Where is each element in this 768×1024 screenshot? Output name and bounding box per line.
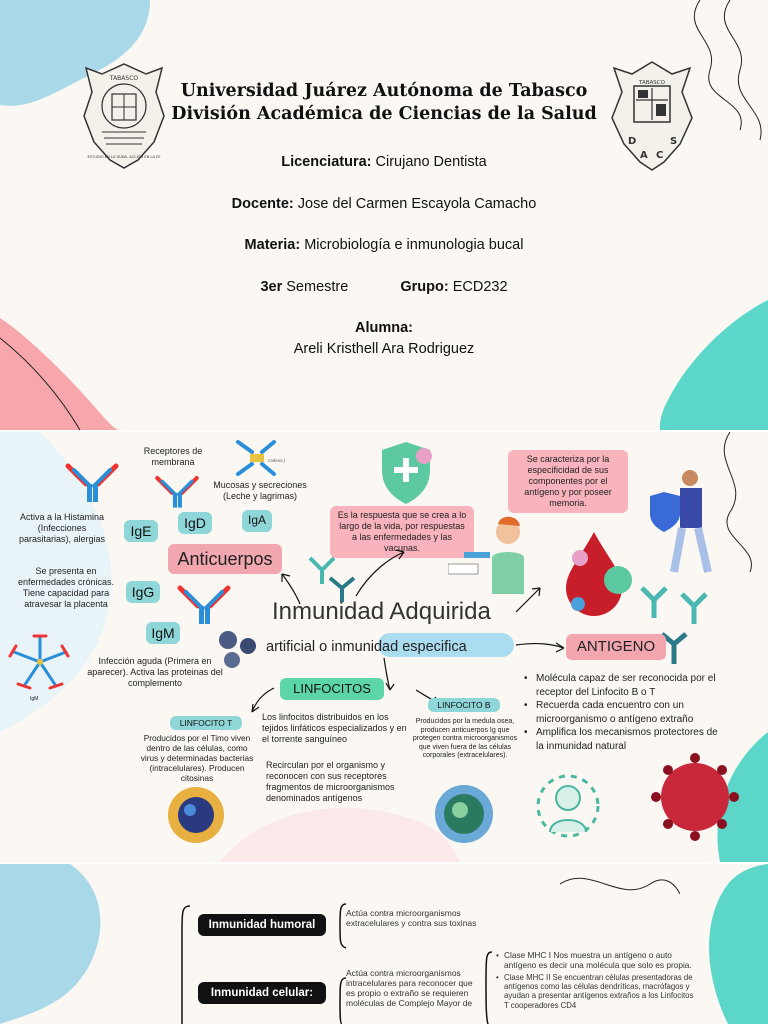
svg-text:A: A [640,150,648,161]
linfocitos-description-2: Recirculan por el organismo y reconocen con sus receptores fragmentos de microorganismos denominados antígenos [266,760,395,803]
licenciatura-line [150,154,618,170]
licenciatura-value: Cirujano Dentista [375,154,487,170]
semestre-label: 3er [260,279,283,295]
linfocito-b-description: Producidos por la medula osea, producen anticuerpos Ig que protegen contra microorganismos que viven fuera de las células corporales (extracelulares). [412,718,518,759]
pink-blob-bottom-left [0,318,120,430]
docente-value: Jose del Carmen Escayola Camacho [297,196,537,212]
anticuerpos-node: Anticuerpos [168,544,282,574]
ige-pill: IgE [124,520,158,542]
svg-text:TABASCO: TABASCO [639,80,665,86]
teal-blob-bottom-right [598,300,768,430]
blue-blob-left [0,864,110,1024]
celular-label: Inmunidad celular: [198,982,326,1004]
igg-pill: IgG [126,581,160,603]
caracteriza-note: Se caracteriza por la especificidad de sus componentes por el antígeno y por poseer memoria. [508,450,628,513]
materia-line [150,237,618,253]
humoral-label: Inmunidad humoral [198,914,326,936]
b-cell-illustration [432,782,496,846]
dacs-seal-right [610,60,694,172]
licenciatura-label: Licenciatura: [281,154,372,170]
immunity-types-page [0,864,768,1024]
grupo-label: Grupo: [400,279,449,295]
scribble-lines-third [560,864,680,934]
mhc-point: • Clase MHC I Nos muestra un antígeno o auto antígeno es decir una molécula que solo es propia. [496,950,696,970]
linfocito-b-node: LINFOCITO B [428,698,500,712]
antigeno-point: • Recuerda cada encuentro con un microorganismo o antígeno extraño [524,699,720,726]
alumna-label: Alumna: [355,320,413,336]
semestre-grupo-line [150,279,618,295]
subtitle: artificial o inmunidad especifica [266,639,467,655]
concept-map-page [0,432,768,862]
svg-text:D: D [628,136,637,147]
university-name: Universidad Juárez Autónoma de Tabasco [180,81,588,101]
igm-description: Infección aguda (Primera en aparecer). Activa las proteinas del complemento [87,656,223,688]
igm-pill: IgM [146,622,180,644]
iga-small-label: cadena J [268,458,286,463]
person-mask-icon [532,770,604,842]
mucosas-label: Mucosas y secreciones (Leche y lagrimas) [213,480,307,501]
mhc-point: • Clase MHC II Se encuentran células presentadoras de antígenos como las células dendríticas, macrófagos y ayudan a presentar antígenos extraños a los Linfocitos T cooperadores CD4 [496,973,696,1010]
coronavirus-illustration [650,752,740,842]
svg-text:ESTUDIO EN LA DUDA. ACCIÓN EN: ESTUDIO EN LA DUDA. ACCIÓN EN LA FE [87,155,161,159]
svg-text:S: S [670,136,678,147]
docente-line [150,196,618,212]
linfocitos-description-1: Los linfocitos distribuidos en los tejidos linfáticos especializados y en el torrente sanguíneo [262,712,407,744]
humoral-description: Actúa contra microorganismos extracelulares y contra sus toxinas [346,908,477,928]
iga-pill: IgA [242,510,272,532]
igd-pill: IgD [178,512,212,534]
alumna-name: Areli Kristhell Ara Rodriguez [293,341,475,357]
division-name: División Académica de Ciencias de la Salud [171,104,597,124]
respuesta-note: Es la respuesta que se crea a lo largo de la vida, por respuestas a las enfermedades y las vacunas. [330,506,474,558]
main-title: Inmunidad Adquirida [272,598,491,625]
igg-description: Se presenta en enfermedades crónicas. Tiene capacidad para atravesar la placenta [17,566,115,609]
receptores-label: Receptores de membrana [143,446,203,467]
teal-blob-right [688,864,768,1024]
celular-description: Actúa contra microorganismos intracelulares para reconocer que es propio o extraño se requieren moléculas de Complejo Mayor de [346,968,473,1008]
linfocito-t-description: Producidos por el Timo viven dentro de las células, como virus y determinadas bacterias (intracelulares). Producen citosinas [140,733,254,783]
linfocito-t-node: LINFOCITO T [170,716,242,730]
svg-text:TABASCO: TABASCO [109,75,139,82]
semestre-value: Semestre [286,279,349,295]
antigeno-point: • Amplifica los mecanismos protectores de la inmunidad natural [524,726,720,753]
antigeno-point: • Molécula capaz de ser reconocida por el receptor del Linfocito B o T [524,672,720,699]
docente-label: Docente: [231,196,294,212]
materia-value: Microbiología e inmunologia bucal [304,237,524,253]
linfocitos-node: LINFOCITOS [280,678,384,700]
igm-small-label: IgM [30,696,39,702]
t-cell-illustration [164,784,228,846]
ige-description: Activa a la Histamina (Infecciones parasitarias), alergias [18,512,106,544]
svg-text:C: C [656,150,664,161]
grupo-value: ECD232 [452,279,508,295]
antigeno-node: ANTIGENO [566,634,666,660]
antigeno-points [524,672,720,753]
materia-label: Materia: [244,237,301,253]
mhc-points [496,950,696,1013]
cover-page [0,0,768,430]
